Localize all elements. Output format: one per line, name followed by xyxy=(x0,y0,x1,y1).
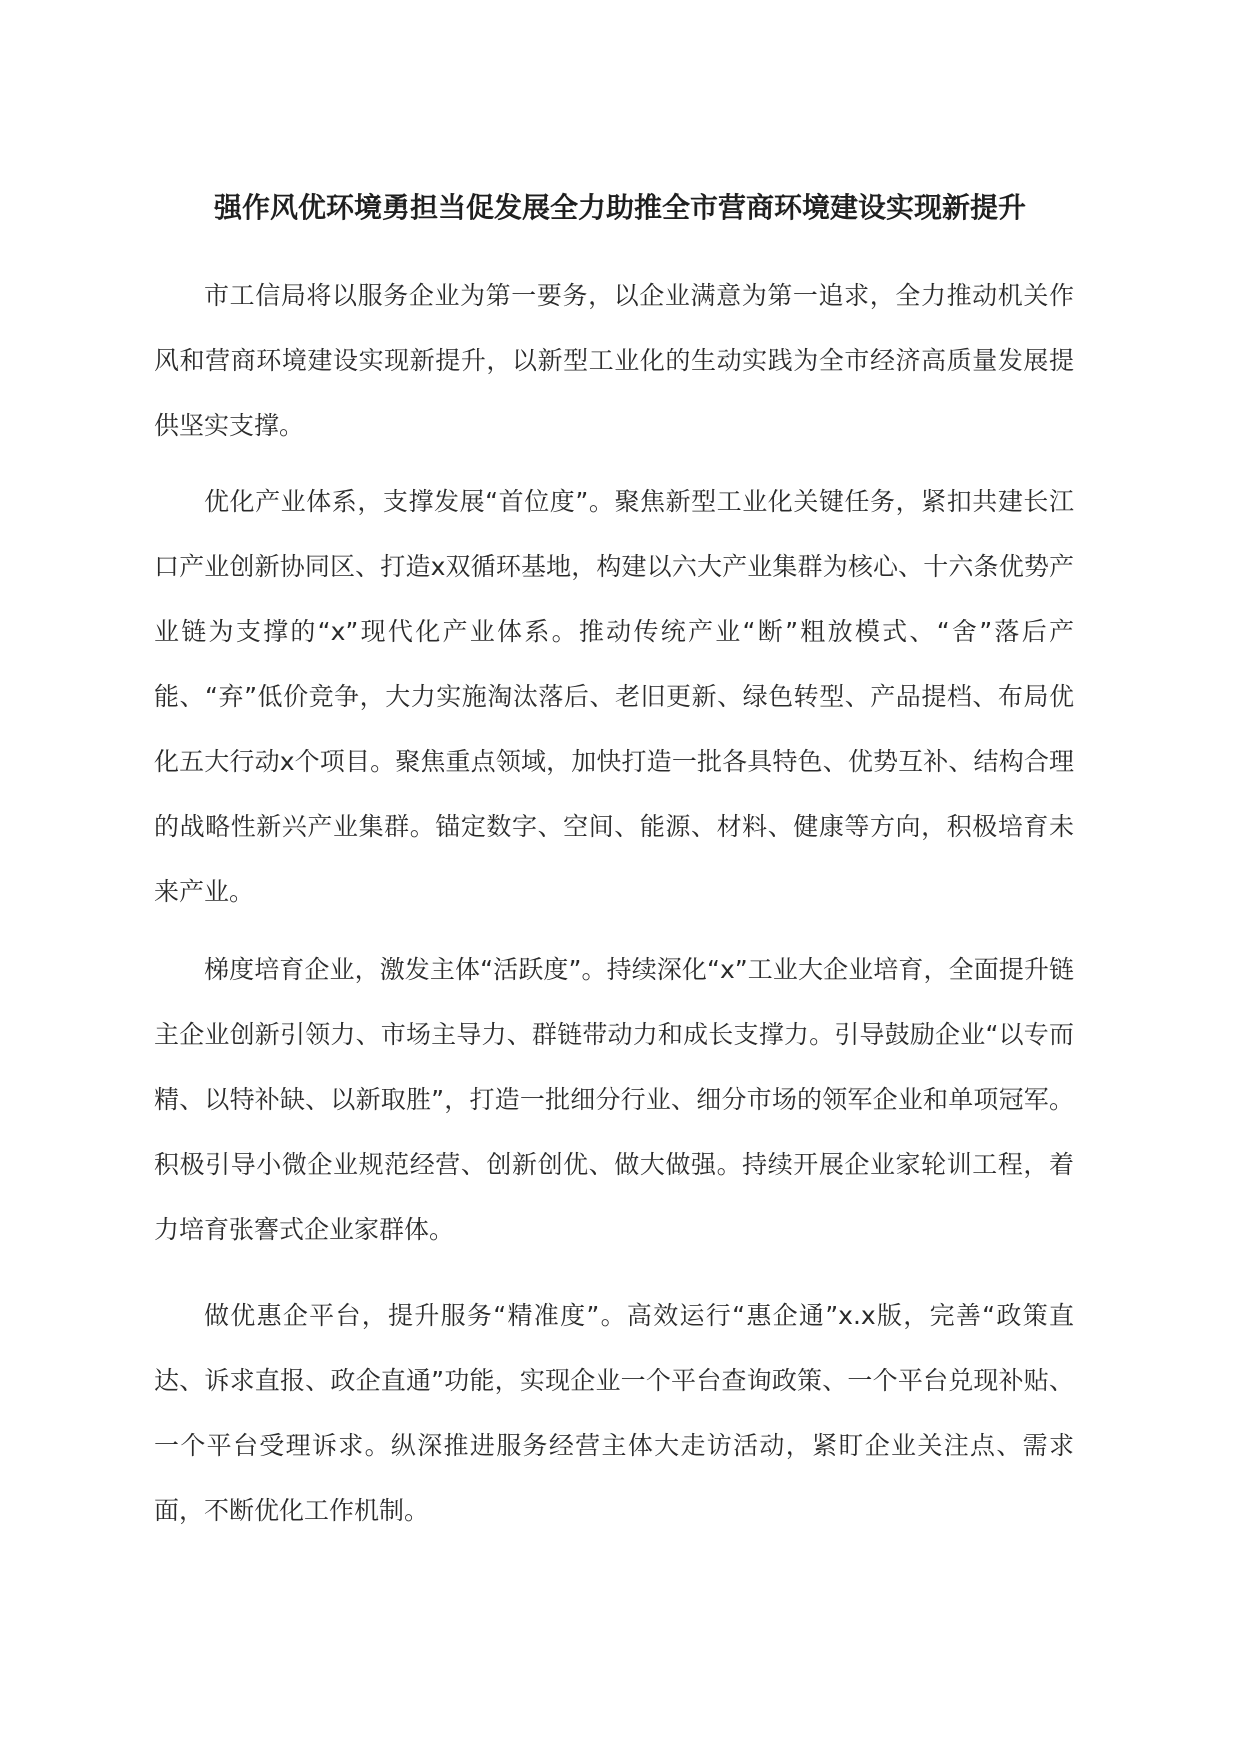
enterprise-cultivation-paragraph: 梯度培育企业，激发主体“活跃度”。持续深化“x”工业大企业培育，全面提升链主企业创新引领力、市场主导力、群链带动力和成长支撑力。引导鼓励企业“以专而精、以特补缺、以新取胜”，打造一批细分行业、细分市场的领军企业和单项冠军。积极引导小微企业规范经营、创新创优、做大做强。持续开展企业家轮训工程，着力培育张謇式企业家群体。 xyxy=(154,955,1074,1244)
industry-system-paragraph: 优化产业体系，支撑发展“首位度”。聚焦新型工业化关键任务，紧扣共建长江口产业创新协同区、打造x双循环基地，构建以六大产业集群为核心、十六条优势产业链为支撑的“x”现代化产业体系。推动传统产业“断”粗放模式、“舍”落后产能、“弃”低价竞争，大力实施淘汰落后、老旧更新、绿色转型、产品提档、布局优化五大行动x个项目。聚焦重点领域，加快打造一批各具特色、优势互补、结构合理的战略性新兴产业集群。锚定数字、空间、能源、材料、健康等方向，积极培育未来产业。 xyxy=(154,487,1074,906)
service-platform-paragraph: 做优惠企平台，提升服务“精准度”。高效运行“惠企通”x.x版，完善“政策直达、诉求直报、政企直通”功能，实现企业一个平台查询政策、一个平台兑现补贴、一个平台受理诉求。纵深推进服务经营主体大走访活动，紧盯企业关注点、需求面，不断优化工作机制。 xyxy=(154,1301,1074,1525)
document-title: 强作风优环境勇担当促发展全力助推全市营商环境建设实现新提升 xyxy=(213,191,1026,224)
intro-paragraph: 市工信局将以服务企业为第一要务，以企业满意为第一追求，全力推动机关作风和营商环境建设实现新提升，以新型工业化的生动实践为全市经济高质量发展提供坚实支撑。 xyxy=(154,281,1074,440)
